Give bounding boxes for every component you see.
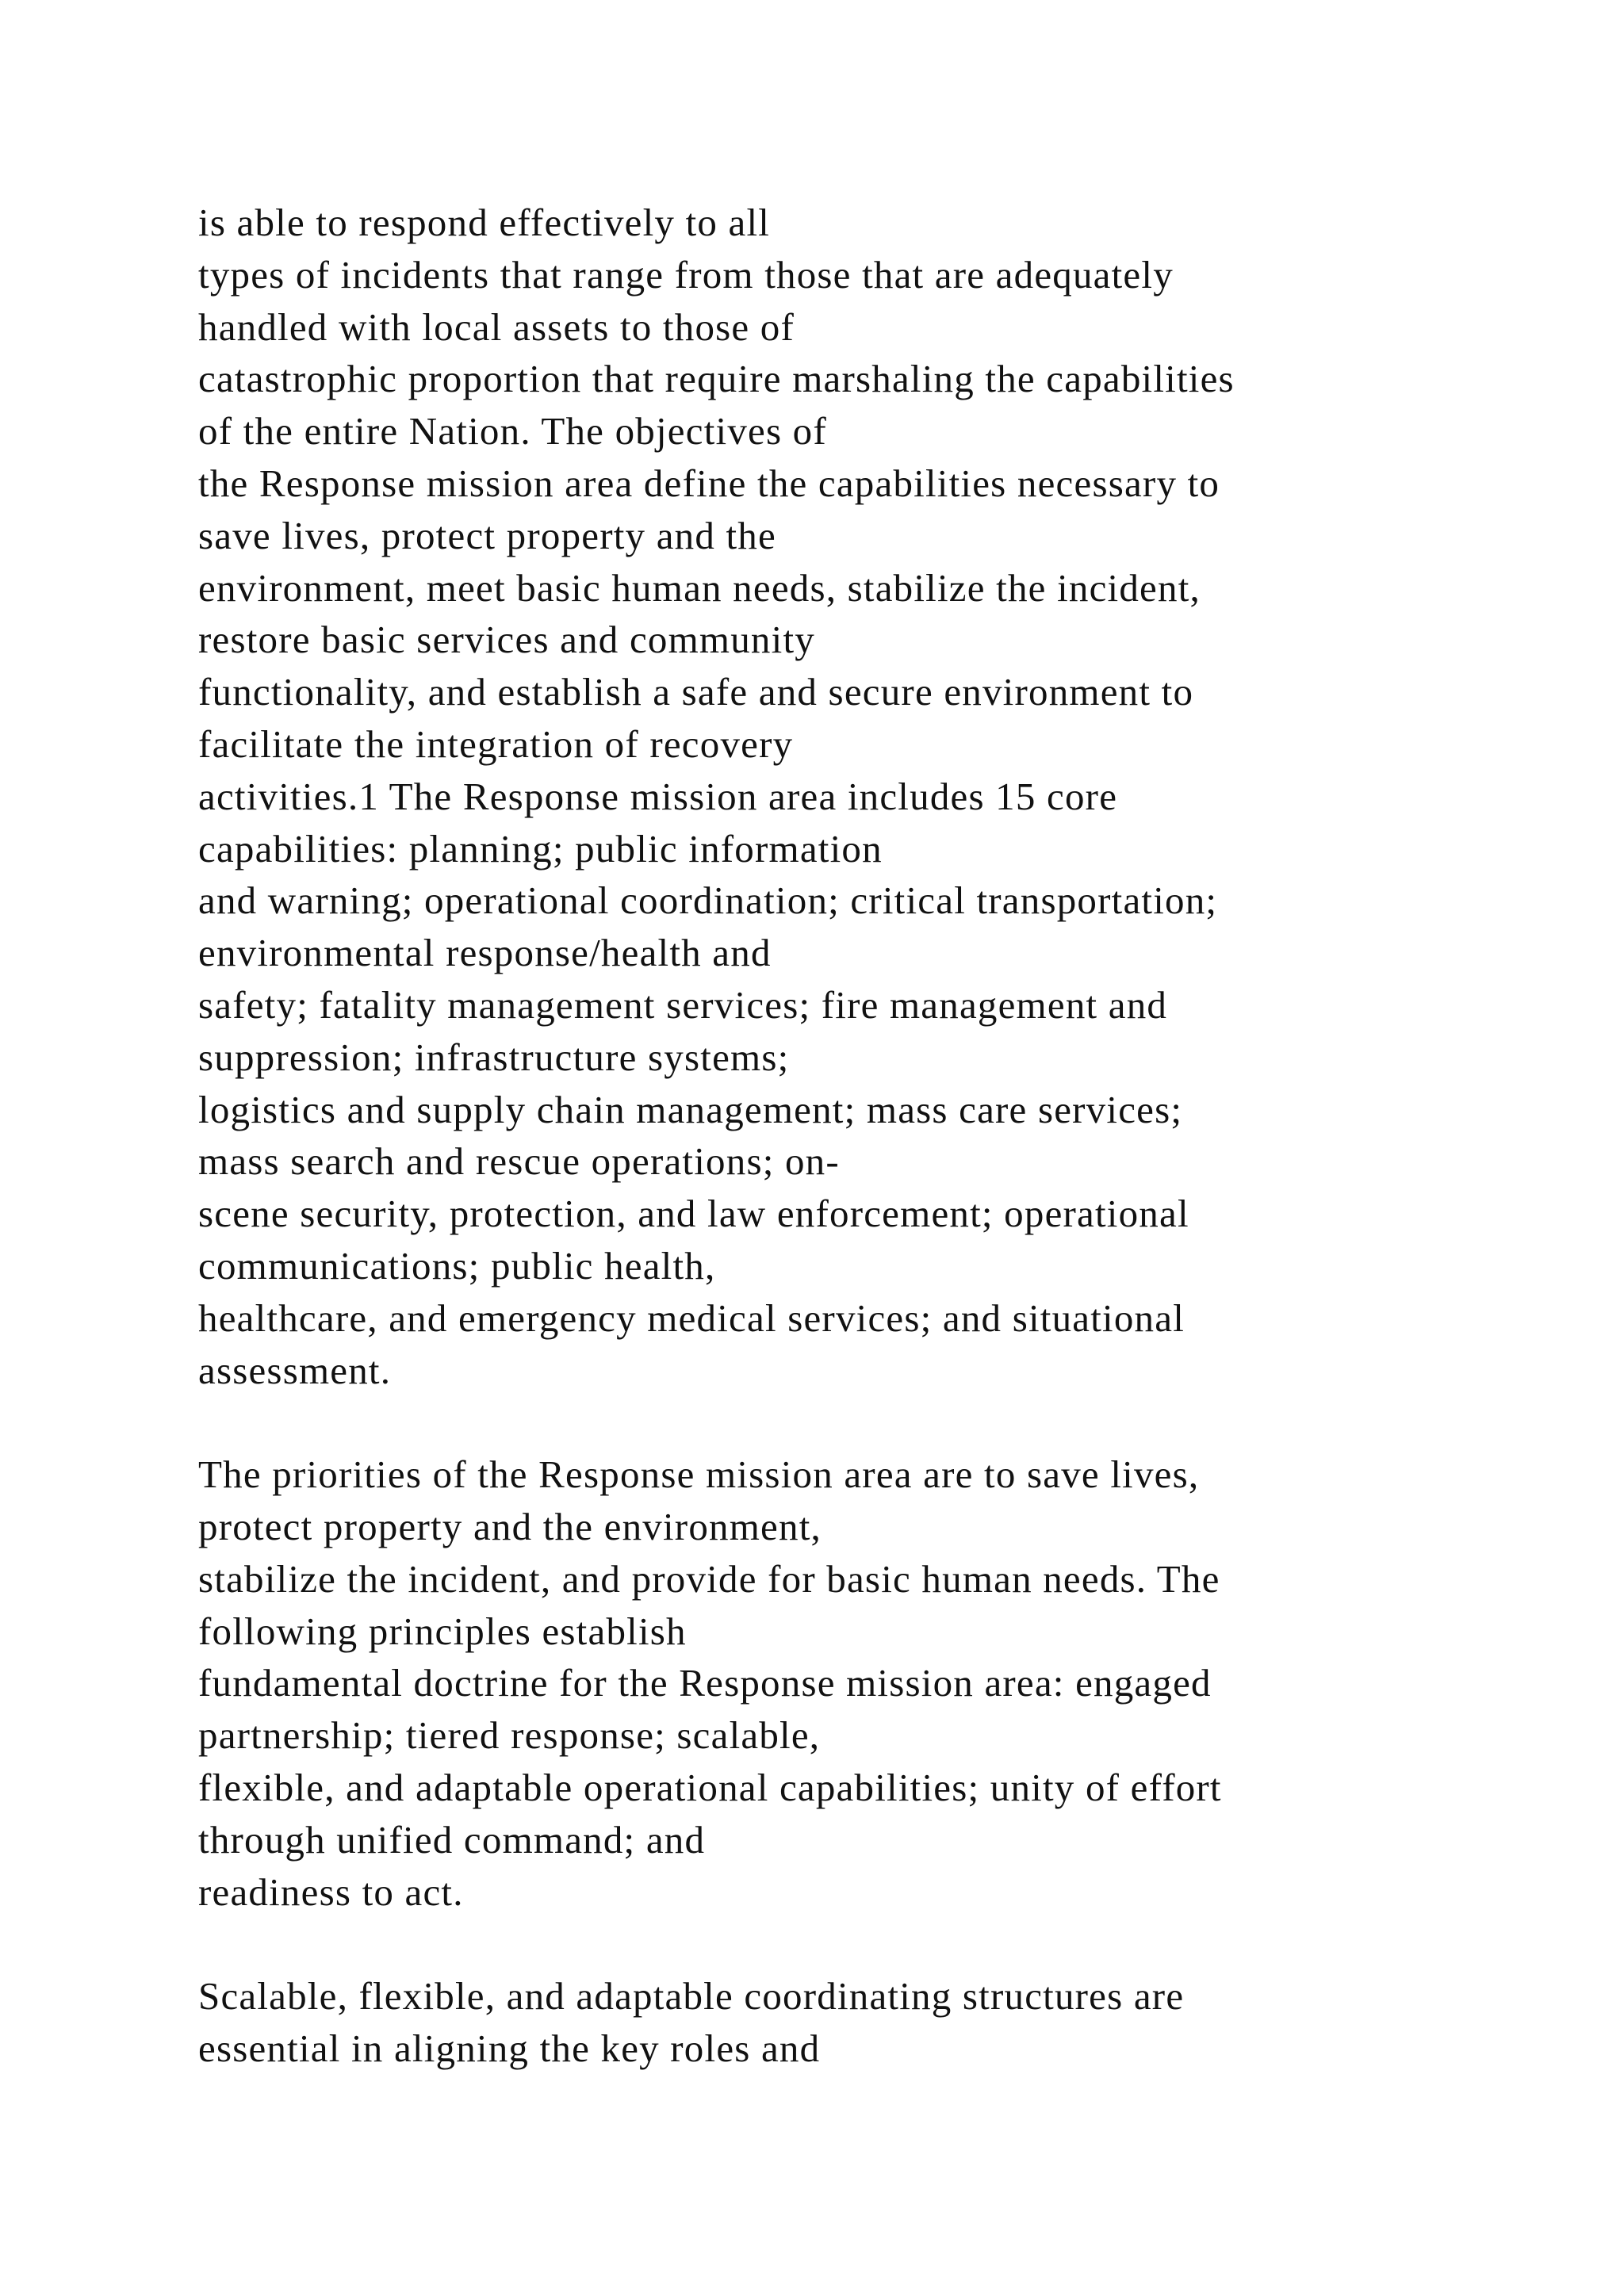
text-line: and warning; operational coordination; critical transportation; [198,878,1218,923]
text-line: save lives, protect property and the [198,513,776,557]
text-line: suppression; infrastructure systems; [198,1035,790,1079]
text-line: environmental response/health and [198,931,772,975]
text-line: restore basic services and community [198,618,815,662]
text-line: readiness to act. [198,1869,464,1914]
text-line: scene security, protection, and law enforcement; operational [198,1192,1189,1236]
text-line: of the entire Nation. The objectives of [198,409,827,453]
text-line: communications; public health, [198,1243,716,1288]
text-line: is able to respond effectively to all [198,201,771,244]
text-line: following principles establish [198,1609,687,1653]
text-line: Scalable, flexible, and adaptable coordinating structures are [198,1974,1185,2019]
paragraph-response-mission-area [198,197,1546,1396]
text-line: healthcare, and emergency medical services; and situational [198,1295,1185,1340]
text-line: activities.1 The Response mission area includes 15 core [198,774,1118,818]
text-line: partnership; tiered response; scalable, [198,1713,821,1758]
text-line: handled with local assets to those of [198,304,795,349]
text-line: mass search and rescue operations; on- [198,1139,840,1184]
text-line: functionality, and establish a safe and secure environment to [198,670,1194,714]
text-line: essential in aligning the key roles and [198,2026,821,2070]
text-line: facilitate the integration of recovery [198,721,794,766]
document-body [198,197,1546,2075]
text-line: environment, meet basic human needs, stabilize the incident, [198,565,1201,610]
text-line: safety; fatality management services; fire management and [198,982,1168,1027]
text-line: types of incidents that range from those that are adequately [198,252,1174,297]
text-line: through unified command; and [198,1817,706,1862]
text-line: capabilities: planning; public information [198,826,883,871]
text-line: flexible, and adaptable operational capabilities; unity of effort [198,1765,1222,1809]
text-line: catastrophic proportion that require marshaling the capabilities [198,357,1235,401]
paragraph-coordinating-structures [198,1970,1546,2075]
text-line: the Response mission area define the capabilities necessary to [198,461,1220,505]
text-line: fundamental doctrine for the Response mission area: engaged [198,1661,1212,1705]
text-line: assessment. [198,1348,392,1392]
text-line: protect property and the environment, [198,1504,822,1548]
text-line: logistics and supply chain management; mass care services; [198,1087,1183,1131]
paragraph-response-priorities [198,1448,1546,1918]
text-line: The priorities of the Response mission area are to save lives, [198,1452,1200,1497]
text-line: stabilize the incident, and provide for basic human needs. The [198,1556,1220,1601]
